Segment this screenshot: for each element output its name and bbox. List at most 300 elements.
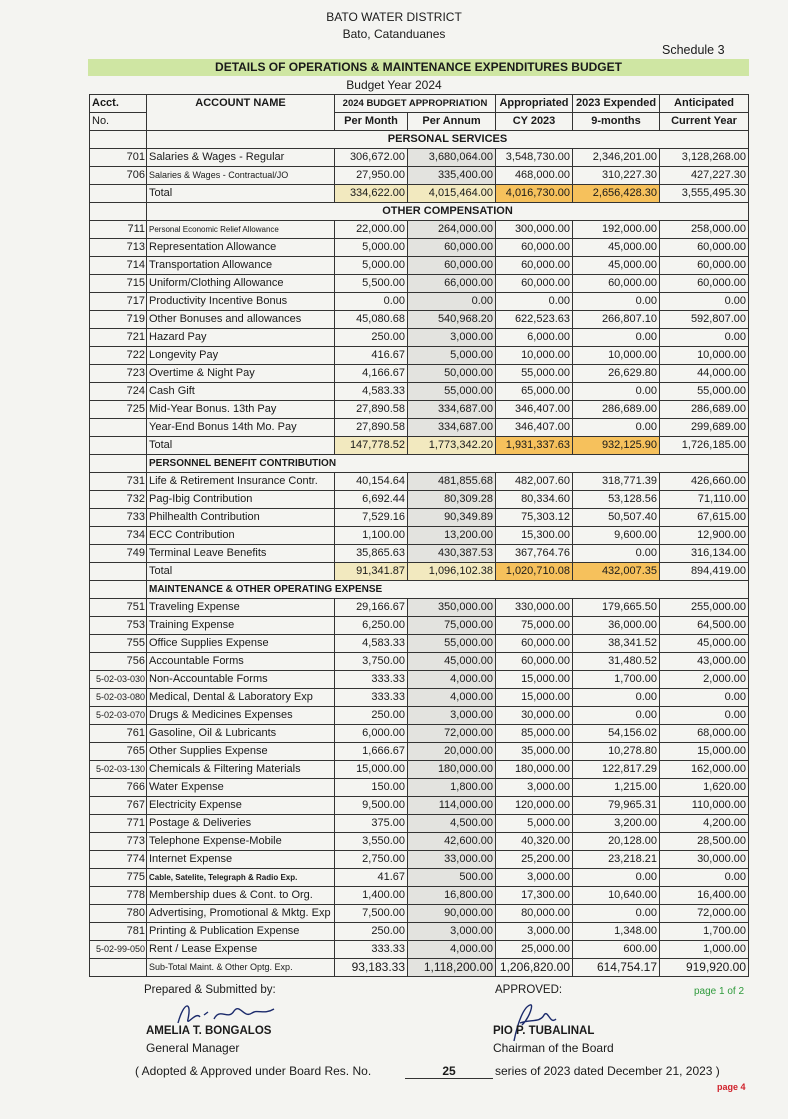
acct-no-cell: 773 [90,833,147,851]
table-row [90,167,749,185]
table-row [90,221,749,239]
per-month-cell: 4,583.33 [335,383,408,401]
per-annum-cell: 334,687.00 [408,401,496,419]
appropriated-cell: 17,300.00 [496,887,573,905]
acct-cell [90,203,147,221]
appropriated-cell: 60,000.00 [496,239,573,257]
table-row [90,761,749,779]
appropriated-cell: 482,007.60 [496,473,573,491]
account-name-cell: Membership dues & Cont. to Org. [147,887,335,905]
account-name-cell: ECC Contribution [147,527,335,545]
per-annum-cell: 16,800.00 [408,887,496,905]
row-subtotal [90,959,749,977]
per-month-cell: 4,166.67 [335,365,408,383]
anticipated-cell: 255,000.00 [660,599,749,617]
per-month-cell: 91,341.87 [335,563,408,581]
acct-no-cell: 5-02-03-070 [90,707,147,725]
per-annum-cell: 1,096,102.38 [408,563,496,581]
appropriated-cell: 60,000.00 [496,653,573,671]
anticipated-cell: 45,000.00 [660,635,749,653]
per-month-cell: 5,500.00 [335,275,408,293]
acct-no-cell: 780 [90,905,147,923]
account-name-cell: Life & Retirement Insurance Contr. [147,473,335,491]
acct-no-cell: 717 [90,293,147,311]
expended-cell: 79,965.31 [573,797,660,815]
expended-cell: 318,771.39 [573,473,660,491]
per-annum-cell: 4,000.00 [408,941,496,959]
per-month-cell: 250.00 [335,329,408,347]
per-month-cell: 1,666.67 [335,743,408,761]
section-heading: MAINTENANCE & OTHER OPERATING EXPENSE [147,581,749,599]
expended-cell: 266,807.10 [573,311,660,329]
acct-no-cell: 753 [90,617,147,635]
per-annum-cell: 66,000.00 [408,275,496,293]
acct-cell [90,131,147,149]
expended-cell: 0.00 [573,707,660,725]
anticipated-cell: 1,726,185.00 [660,437,749,455]
table-row [90,275,749,293]
per-annum-cell: 90,349.89 [408,509,496,527]
expended-cell: 10,278.80 [573,743,660,761]
chair-name: PIO P. TUBALINAL [493,1025,595,1037]
account-name-cell: Postage & Deliveries [147,815,335,833]
anticipated-cell: 286,689.00 [660,401,749,419]
table-row [90,401,749,419]
appropriated-cell: 75,000.00 [496,617,573,635]
per-month-cell: 1,100.00 [335,527,408,545]
per-month-cell: 45,080.68 [335,311,408,329]
org-name: BATO WATER DISTRICT [326,10,462,24]
expended-cell: 23,218.21 [573,851,660,869]
acct-no-cell [90,959,147,977]
per-annum-cell: 45,000.00 [408,653,496,671]
account-name-cell: Training Expense [147,617,335,635]
anticipated-cell: 1,700.00 [660,923,749,941]
per-annum-cell: 1,118,200.00 [408,959,496,977]
per-month-cell: 3,750.00 [335,653,408,671]
appropriated-cell: 346,407.00 [496,419,573,437]
account-name-cell: Sub-Total Maint. & Other Optg. Exp. [147,959,335,977]
acct-no-cell: 731 [90,473,147,491]
acct-no-cell: 774 [90,851,147,869]
account-name-cell: Cash Gift [147,383,335,401]
appropriated-cell: 60,000.00 [496,257,573,275]
expended-cell: 36,000.00 [573,617,660,635]
per-annum-cell: 0.00 [408,293,496,311]
appropriated-cell: 180,000.00 [496,761,573,779]
table-body [90,131,749,977]
per-month-cell: 333.33 [335,689,408,707]
account-name-cell: Longevity Pay [147,347,335,365]
anticipated-cell: 28,500.00 [660,833,749,851]
expended-cell: 310,227.30 [573,167,660,185]
anticipated-cell: 162,000.00 [660,761,749,779]
col-appropriated-sub: CY 2023 [496,113,573,131]
table-row [90,941,749,959]
table-row [90,347,749,365]
per-annum-cell: 4,015,464.00 [408,185,496,203]
series-text: series of 2023 dated December 21, 2023 ) [495,1064,720,1078]
acct-cell [90,581,147,599]
account-name-cell: Salaries & Wages - Contractual/JO [147,167,335,185]
expended-cell: 0.00 [573,545,660,563]
per-annum-cell: 55,000.00 [408,635,496,653]
per-month-cell: 150.00 [335,779,408,797]
appropriated-cell: 80,334.60 [496,491,573,509]
anticipated-cell: 258,000.00 [660,221,749,239]
acct-no-cell: 5-02-99-050 [90,941,147,959]
anticipated-cell: 4,200.00 [660,815,749,833]
anticipated-cell: 71,110.00 [660,491,749,509]
chair-signature [500,1001,560,1045]
per-month-cell: 375.00 [335,815,408,833]
account-name-cell: Non-Accountable Forms [147,671,335,689]
col-account-name: ACCOUNT NAME [147,95,335,131]
account-name-cell: Traveling Expense [147,599,335,617]
account-name-cell: Mid-Year Bonus. 13th Pay [147,401,335,419]
expended-cell: 9,600.00 [573,527,660,545]
anticipated-cell: 43,000.00 [660,653,749,671]
per-month-cell: 306,672.00 [335,149,408,167]
expended-cell: 0.00 [573,689,660,707]
table-row [90,491,749,509]
anticipated-cell: 0.00 [660,689,749,707]
acct-no-cell: 732 [90,491,147,509]
per-annum-cell: 90,000.00 [408,905,496,923]
acct-no-cell: 725 [90,401,147,419]
table-row [90,869,749,887]
per-month-cell: 22,000.00 [335,221,408,239]
per-annum-cell: 114,000.00 [408,797,496,815]
acct-no-cell: 761 [90,725,147,743]
per-month-cell: 1,400.00 [335,887,408,905]
anticipated-cell: 110,000.00 [660,797,749,815]
row-section [90,203,749,221]
per-month-cell: 5,000.00 [335,257,408,275]
acct-no-cell [90,563,147,581]
per-annum-cell: 80,309.28 [408,491,496,509]
expended-cell: 2,656,428.30 [573,185,660,203]
gm-title: General Manager [146,1041,240,1055]
expended-cell: 932,125.90 [573,437,660,455]
section-heading: OTHER COMPENSATION [147,203,749,221]
expended-cell: 432,007.35 [573,563,660,581]
appropriated-cell: 25,000.00 [496,941,573,959]
acct-no-cell: 701 [90,149,147,167]
acct-no-cell: 766 [90,779,147,797]
acct-no-cell: 715 [90,275,147,293]
per-annum-cell: 4,000.00 [408,689,496,707]
chair-title: Chairman of the Board [493,1041,614,1055]
prepared-label: Prepared & Submitted by: [144,984,276,996]
account-name-cell: Gasoline, Oil & Lubricants [147,725,335,743]
anticipated-cell: 894,419.00 [660,563,749,581]
anticipated-cell: 426,660.00 [660,473,749,491]
appropriated-cell: 30,000.00 [496,707,573,725]
per-month-cell: 29,166.67 [335,599,408,617]
table-row [90,383,749,401]
table-row [90,635,749,653]
acct-no-cell: 713 [90,239,147,257]
appropriated-cell: 5,000.00 [496,815,573,833]
section-heading: PERSONNEL BENEFIT CONTRIBUTION [147,455,749,473]
row-total [90,437,749,455]
per-month-cell: 416.67 [335,347,408,365]
per-month-cell: 2,750.00 [335,851,408,869]
per-annum-cell: 3,000.00 [408,923,496,941]
table-row [90,689,749,707]
per-annum-cell: 4,500.00 [408,815,496,833]
per-annum-cell: 350,000.00 [408,599,496,617]
appropriated-cell: 622,523.63 [496,311,573,329]
per-month-cell: 41.67 [335,869,408,887]
per-month-cell: 6,250.00 [335,617,408,635]
per-annum-cell: 264,000.00 [408,221,496,239]
account-name-cell: Total [147,185,335,203]
board-res-no: 25 [405,1064,493,1079]
expended-cell: 20,128.00 [573,833,660,851]
appropriated-cell: 40,320.00 [496,833,573,851]
table-row [90,311,749,329]
per-annum-cell: 430,387.53 [408,545,496,563]
per-annum-cell: 55,000.00 [408,383,496,401]
per-month-cell: 9,500.00 [335,797,408,815]
acct-cell [90,455,147,473]
per-month-cell: 5,000.00 [335,239,408,257]
col-acct-no: No. [90,113,147,131]
table-row [90,707,749,725]
budget-year: Budget Year 2024 [346,78,442,92]
table-row [90,815,749,833]
account-name-cell: Other Bonuses and allowances [147,311,335,329]
acct-no-cell: 749 [90,545,147,563]
per-annum-cell: 3,000.00 [408,329,496,347]
table-row [90,905,749,923]
per-month-cell: 35,865.63 [335,545,408,563]
account-name-cell: Rent / Lease Expense [147,941,335,959]
table-row [90,239,749,257]
table-row [90,887,749,905]
acct-no-cell [90,185,147,203]
expended-cell: 0.00 [573,419,660,437]
account-name-cell: Cable, Satelite, Telegraph & Radio Exp. [147,869,335,887]
anticipated-cell: 30,000.00 [660,851,749,869]
per-month-cell: 93,183.33 [335,959,408,977]
expended-cell: 1,348.00 [573,923,660,941]
col-appropriation: 2024 BUDGET APPROPRIATION [335,95,496,113]
account-name-cell: Advertising, Promotional & Mktg. Exp [147,905,335,923]
col-anticipated-sub: Current Year [660,113,749,131]
table-row [90,509,749,527]
row-section2 [90,455,749,473]
expended-cell: 0.00 [573,869,660,887]
page-number: page 4 [717,1082,746,1092]
col-anticipated: Anticipated [660,95,749,113]
row-total [90,563,749,581]
acct-no-cell: 781 [90,923,147,941]
anticipated-cell: 919,920.00 [660,959,749,977]
table-row [90,365,749,383]
anticipated-cell: 72,000.00 [660,905,749,923]
appropriated-cell: 6,000.00 [496,329,573,347]
acct-no-cell: 755 [90,635,147,653]
per-month-cell: 333.33 [335,941,408,959]
expended-cell: 179,665.50 [573,599,660,617]
expended-cell: 54,156.02 [573,725,660,743]
per-annum-cell: 60,000.00 [408,257,496,275]
per-month-cell: 27,950.00 [335,167,408,185]
appropriated-cell: 1,931,337.63 [496,437,573,455]
expended-cell: 45,000.00 [573,257,660,275]
anticipated-cell: 60,000.00 [660,239,749,257]
gm-name: AMELIA T. BONGALOS [146,1025,272,1037]
account-name-cell: Water Expense [147,779,335,797]
table-row [90,671,749,689]
expended-cell: 10,640.00 [573,887,660,905]
row-section [90,131,749,149]
appropriated-cell: 367,764.76 [496,545,573,563]
acct-no-cell: 714 [90,257,147,275]
per-annum-cell: 540,968.20 [408,311,496,329]
anticipated-cell: 60,000.00 [660,257,749,275]
table-row [90,797,749,815]
anticipated-cell: 0.00 [660,293,749,311]
anticipated-cell: 0.00 [660,329,749,347]
per-annum-cell: 5,000.00 [408,347,496,365]
account-name-cell: Overtime & Night Pay [147,365,335,383]
expended-cell: 1,700.00 [573,671,660,689]
per-annum-cell: 33,000.00 [408,851,496,869]
acct-no-cell: 765 [90,743,147,761]
table-row [90,617,749,635]
appropriated-cell: 346,407.00 [496,401,573,419]
account-name-cell: Office Supplies Expense [147,635,335,653]
per-month-cell: 7,500.00 [335,905,408,923]
account-name-cell: Year-End Bonus 14th Mo. Pay [147,419,335,437]
col-appropriated: Appropriated [496,95,573,113]
per-month-cell: 250.00 [335,707,408,725]
expended-cell: 38,341.52 [573,635,660,653]
per-annum-cell: 42,600.00 [408,833,496,851]
org-location: Bato, Catanduanes [342,27,446,41]
expended-cell: 60,000.00 [573,275,660,293]
anticipated-cell: 64,500.00 [660,617,749,635]
appropriated-cell: 120,000.00 [496,797,573,815]
per-annum-cell: 500.00 [408,869,496,887]
appropriated-cell: 300,000.00 [496,221,573,239]
document-title: DETAILS OF OPERATIONS & MAINTENANCE EXPENDITURES BUDGET [88,59,749,76]
acct-no-cell: 5-02-03-030 [90,671,147,689]
table-row [90,743,749,761]
table-row [90,833,749,851]
account-name-cell: Productivity Incentive Bonus [147,293,335,311]
per-annum-cell: 180,000.00 [408,761,496,779]
acct-no-cell: 5-02-03-080 [90,689,147,707]
table-row [90,527,749,545]
appropriated-cell: 0.00 [496,293,573,311]
schedule-label: Schedule 3 [662,43,725,57]
expended-cell: 0.00 [573,293,660,311]
appropriated-cell: 35,000.00 [496,743,573,761]
appropriated-cell: 25,200.00 [496,851,573,869]
account-name-cell: Drugs & Medicines Expenses [147,707,335,725]
per-annum-cell: 334,687.00 [408,419,496,437]
account-name-cell: Salaries & Wages - Regular [147,149,335,167]
per-month-cell: 7,529.16 [335,509,408,527]
per-month-cell: 147,778.52 [335,437,408,455]
expended-cell: 53,128.56 [573,491,660,509]
budget-table [89,94,749,977]
acct-no-cell: 722 [90,347,147,365]
appropriated-cell: 1,020,710.08 [496,563,573,581]
per-annum-cell: 4,000.00 [408,671,496,689]
anticipated-cell: 1,620.00 [660,779,749,797]
table-row [90,257,749,275]
appropriated-cell: 60,000.00 [496,635,573,653]
adopted-text: ( Adopted & Approved under Board Res. No. [135,1064,372,1078]
per-annum-cell: 1,773,342.20 [408,437,496,455]
anticipated-cell: 12,900.00 [660,527,749,545]
table-row [90,545,749,563]
expended-cell: 26,629.80 [573,365,660,383]
per-annum-cell: 20,000.00 [408,743,496,761]
anticipated-cell: 427,227.30 [660,167,749,185]
col-per-annum: Per Annum [408,113,496,131]
page-of-label: page 1 of 2 [694,986,745,997]
anticipated-cell: 0.00 [660,707,749,725]
acct-no-cell: 724 [90,383,147,401]
appropriated-cell: 468,000.00 [496,167,573,185]
appropriated-cell: 75,303.12 [496,509,573,527]
account-name-cell: Other Supplies Expense [147,743,335,761]
per-annum-cell: 3,000.00 [408,707,496,725]
account-name-cell: Pag-Ibig Contribution [147,491,335,509]
account-name-cell: Telephone Expense-Mobile [147,833,335,851]
acct-no-cell: 778 [90,887,147,905]
table-row [90,419,749,437]
account-name-cell: Terminal Leave Benefits [147,545,335,563]
table-row [90,329,749,347]
approved-label: APPROVED: [495,984,563,996]
per-month-cell: 27,890.58 [335,419,408,437]
acct-no-cell: 756 [90,653,147,671]
expended-cell: 0.00 [573,329,660,347]
appropriated-cell: 3,000.00 [496,923,573,941]
account-name-cell: Transportation Allowance [147,257,335,275]
per-month-cell: 250.00 [335,923,408,941]
account-name-cell: Personal Economic Relief Allowance [147,221,335,239]
account-name-cell: Total [147,563,335,581]
appropriated-cell: 60,000.00 [496,275,573,293]
per-month-cell: 334,622.00 [335,185,408,203]
expended-cell: 286,689.00 [573,401,660,419]
account-name-cell: Chemicals & Filtering Materials [147,761,335,779]
appropriated-cell: 55,000.00 [496,365,573,383]
per-annum-cell: 1,800.00 [408,779,496,797]
appropriated-cell: 3,000.00 [496,779,573,797]
anticipated-cell: 3,555,495.30 [660,185,749,203]
row-section2 [90,581,749,599]
anticipated-cell: 55,000.00 [660,383,749,401]
per-annum-cell: 50,000.00 [408,365,496,383]
table-row [90,923,749,941]
per-annum-cell: 481,855.68 [408,473,496,491]
expended-cell: 0.00 [573,905,660,923]
per-annum-cell: 335,400.00 [408,167,496,185]
account-name-cell: Printing & Publication Expense [147,923,335,941]
table-row [90,599,749,617]
expended-cell: 0.00 [573,383,660,401]
